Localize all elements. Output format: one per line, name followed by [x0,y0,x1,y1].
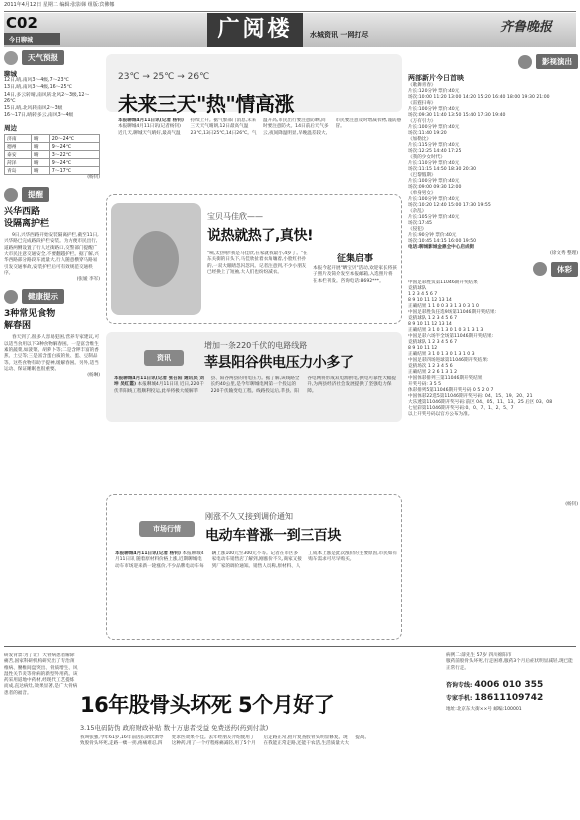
lead-text: 本报聊城4月11日讯(记者杨钊) 近几天,聊城天气晴好,最高气温持续上升。据气象部门消息,未来三天天气晴朗,12日最高气温23℃,13日25℃,14日26℃。气温升高,市民出行要注意防晒,同时要注意防火。14日前后天气多云,夜间降温明显,早晚温差较大,市民要注意及时增减衣物,谨防感冒。 [118,118,402,136]
cell: 晴 [31,134,49,142]
table-row [5,142,100,150]
ad-banner [80,689,442,732]
ad-headline: 16年股骨头坏死 5个月好了 [80,693,335,717]
date-text: 2011年4月12日 星期二 编辑:张影娣 组版:宾佛娜 [4,2,115,8]
weather-heading [4,50,100,65]
health-title: 3种常见食物 解春困 [4,309,56,332]
forecast-line: 15日,晴,北风转南风2～3级 [4,106,63,112]
cell: 泰安 [5,150,32,158]
page-number: C02 [6,14,38,32]
power-byline: 本报聊城4月11日讯(记者 张召阳 通讯员 刘坤 吴红霞) [114,376,204,388]
cell: 菏泽 [5,158,32,166]
bell-icon [4,188,18,202]
table-row [5,134,100,142]
hot-kicker: 宝贝马佳欣—— [207,212,263,221]
brand-logo: 齐鲁晚报 [500,20,553,35]
cell: 3～22℃ [49,150,99,158]
reminder-body: 9日,兴华西路开始安装隔离护栏,截至11日,兴华路已完成路段护栏安装。为方便市民出行,道路两侧设置了行人过街路口,交警部门提醒广大市民注意交通安全,不要翻越护栏。据了解,兴华西路部分路段车流量大,行人随意横穿马路易引发交通事故,安装护栏后可有效规范交通秩序。 [4,233,99,276]
tag-news: 资讯 [144,350,184,366]
hot-story [106,194,402,324]
reminder-title: 兴华西路 设隔离护栏 [4,207,50,230]
sports-heading [408,262,578,277]
ebike-story [106,494,402,640]
sports-credit: (杨钊) [565,501,578,507]
hotline-label: 咨询专线: [446,681,473,689]
cell: 德州 [5,142,32,150]
lead-story [106,54,402,186]
movies-title: 两部新片今日首映 [408,74,464,82]
advertisement [4,646,576,818]
cell: 晴 [31,166,49,174]
health-credit: (杨琳) [87,373,100,379]
ad-right-text: 病例二:薛先生 57岁 四川绵阳市 服药前股骨头坏死,行走困难,服药3个月后症状明显减轻,现已能正常行走。 [446,653,573,671]
child-photo [111,203,201,315]
hotline-number: 4006 010 355 [474,679,544,690]
forecast-line: 12日,晴,南风3～4级,7～23℃ [4,78,69,83]
table-row [5,150,100,158]
lead-temps: 23℃ → 25℃ → 26℃ [118,72,210,82]
power-story [106,332,402,422]
photo-figure [133,231,179,287]
forecast-line: 14日,多云转晴,南风转北风2～3级,12～26℃ [4,92,90,104]
movies-address: 电话:聊城影城金鼎全中心启成街 [408,245,475,250]
masthead-slogan: 水城资讯 一网打尽 [310,31,369,39]
reminder-heading [4,187,100,202]
health-icon [4,290,18,304]
left-column [4,50,100,380]
power-kicker: 增加一条220千伏的电路线路 [204,341,308,350]
ebike-kicker: 刚涨不久又接到调价通知 [205,512,293,521]
movies-heading [408,54,578,69]
lottery-results: 中国足彩胜负第11046期开奖结果 竞猜球队 1 2 3 4 5 6 7 8 9 10 11 12 13 14 正确结果 1 1 0 0 3 3 1 3 0 3 1 0 中国足彩胜负任选9场第11046期开奖结果: 竞猜球队 1 2 3 4 5 6 7 8 9 10 11 12 13 14 正确结果 3 1 0 1 3 0 1 0 3 1 3 1 3 中国足彩六场半全场第11046期开奖结果: 竞猜球队 1 2 3 4 5 6 7 8 9 10 11 12 正确结果 3 1 0 1 3 0 1 3 1 0 3 中国足彩四场进球第11046期开奖结果: 竞猜场次 1 2 3 4 5 6 正确结果 2 2 6 1 3 1 2 中国体彩排列三第11046期开奖结果 开奖号码: 3 5 5 体彩排列5第11046期开奖号码 0 5 2 0 7 中国体彩22选5第11046期开奖号码: 04、15、19、20、21 大乐透第11046期开奖号码:前区 04、05、11、13、25 后区 03、08 七星彩第11046期开奖号码:0、0、7、1、2、5、7 以上开奖号码以官方公布为准。 [408,279,553,417]
around-heading: 周边 [4,123,17,132]
forecast-line: 16～17日,晴转多云,南风3～4级 [4,113,74,119]
cell: 济南 [5,134,32,142]
power-text: 本报聊城4月11日讯 近日,220千伏莘阳线工程顺利投运,此举将极大缓解莘县、阳谷两县的用电压力。据了解,该线路全长约40公里,是今年聊城电网第一个投运的220千伏输变电工程。线路投运后,莘县、阳谷电网将形成双电源供电,供电可靠性大幅提升,为两县经济社会发展提供了坚强电力保障。 [114,376,397,394]
cell: 晴 [31,150,49,158]
cell: 晴 [31,142,49,150]
reminder-heading-label: 提醒 [22,187,49,202]
cell: 7～17℃ [49,166,99,174]
ad-address: 地址:北京东大街××号 邮编:100001 [446,706,522,712]
ad-hotline [446,680,576,690]
movies-heading-label: 影视演出 [536,54,578,69]
film-icon [518,55,532,69]
ad-body: 我叫张强,今年61岁,16年前因长期饮酒导致股骨头坏死,走路一瘸一拐,疼痛难忍,四处求医效果不佳。去年经朋友介绍使用了这种药,用了一个疗程疼痛减轻,用了5个月后走路正常,拍片复查股骨头明显修复。现在我能正常走路,还能干农活,生活质量大大提高。 [80,735,370,747]
ball-icon [533,262,547,276]
hot-headline: 说热就热了,真快! [207,228,314,244]
weather-heading-label: 天气预报 [22,50,64,65]
health-heading-label: 健康提示 [22,289,64,304]
ebike-body [115,551,399,635]
weather-city: 聊城 [4,70,17,78]
contest-box [313,251,397,285]
ebike-byline: 本报聊城4月11日讯(记者 杨钊) [115,551,181,556]
ad-left-text: 研发背景:为了让广大骨病患者解除痛苦,国家科研机构研究出了专治颈椎病、腰椎间盘突出、骨质增生、风湿性关节炎等骨病的新型外用药。该药采用道地中药材,经现代工艺提炼而成,直达病灶,效果显著,是广大骨病患者的福音。 [4,653,78,696]
movies-schedule: 《歌舞青春》 片长:120分钟 票价:40元 场次:10:00 11:20 13:00 14:20 15:20 16:40 18:00 19:30 21:00 《雷霆扫毒》 片长:100分钟 票价:40元 场次:09:30 11:40 13:50 15:40 17:30 19:40 《万有引力》 片长:100分钟 票价:40元 场次:11:40 19:20 《加勒比》 片长:115分钟 票价:40元 场次:12:25 14:40 17:25 《我的少女时代》 片长:110分钟 票价:40元 场次:11:15 14:50 18:30 20:30 《巴黎假期》 片长:100分钟 票价:40元 场次:09:00 09:30 12:00 《单身男女》 片长:100分钟 票价:40元 场次:10:20 12:40 15:00 17:30 19:55 《杂乱》 片长:105分钟 票价:40元 场次:17:45 《侵犯》 片长:90分钟 票价:40元 场次:10:45 14:15 16:00 19:50 [408,83,550,244]
mobile-number: 18611109742 [474,692,544,703]
cell: 青岛 [5,166,32,174]
lead-byline: 本报聊城4月11日讯(记者 杨钊) [118,118,184,123]
contest-title: 征集启事 [336,254,373,264]
mobile-label: 专家手机: [446,694,473,702]
reminder-credit: (张媛 李军) [76,277,100,283]
weather-credit: (杨钊) [87,174,100,180]
around-weather-table [4,134,100,175]
table-row [5,166,100,174]
power-headline: 莘县阳谷供电压力小多了 [204,355,354,371]
date-line [4,2,576,12]
hot-quote: "咦,太热啦!我是马佳欣,在家就我最小,4岁了。"在东关街的日头下,马佳欣扯着衣角嚷着,小脸红扑扑的,一双大眼睛忽闪忽闪。记者注意到,不少小朋友已经换上了短袖,大人们也纷纷减衣。 [207,251,308,275]
health-body: 春天到了,很多人容易犯困,营养专家建议,可以适当食用以下3种食物解春困。一是富含维生素的蔬菜,如菠菜、胡萝卜等;二是含钾丰富的香蕉、土豆等;三是富含蛋白质的鱼、蛋、豆制品等。这些食物有助于提神,缓解春困。另外,适当运动、保证睡眠也很重要。 [4,335,100,372]
sun-icon [4,51,18,65]
right-column [408,54,578,508]
sports-heading-label: 体彩 [551,262,578,277]
cell: 9～24℃ [49,158,99,166]
cell: 晴 [31,158,49,166]
cell: 20～24℃ [49,134,99,142]
health-heading [4,289,100,304]
ebike-headline: 电动车普涨一到三百块 [205,528,341,544]
contest-body: 本报今起开展"晒宝贝"活动,欢迎家长将孩子照片及简介发至本报邮箱,入选照片将在本栏刊发。咨询电话:8692***。 [313,266,397,284]
movies-credit: (徐文秀 整理) [549,251,578,257]
lead-headline: 未来三天"热"情高涨 [118,92,294,116]
ad-mobile [446,693,576,703]
weather-forecast [4,78,100,120]
table-row [5,158,100,166]
masthead-title: 广阅楼 [207,13,303,47]
ad-subline: 3.15电码防伪 政府财政补贴 数十万患者受益 免费送药(药到付款) [80,724,269,732]
tag-market: 市场行情 [139,521,195,537]
power-body [114,376,398,420]
lead-body [118,118,402,184]
ebike-text: 本报聊城4月11日讯 随着原材料价格上涨,近期聊城电动车市场迎来新一轮涨价,不少品牌电动车每辆上涨100元至300元不等。记者在市区多家电动车销售店了解到,刚涨价不久,商家又接到厂家的调价通知。销售人员称,原材料、人工成本上涨是此次涨价的主要原因,市民如有购车需求可尽早购买。 [115,551,398,569]
forecast-line: 13日,晴,南风3～4级,16～25℃ [4,85,72,91]
cell: 9～24℃ [49,142,99,150]
ad-right [446,653,576,713]
section-label: 今日聊城 [4,33,60,45]
